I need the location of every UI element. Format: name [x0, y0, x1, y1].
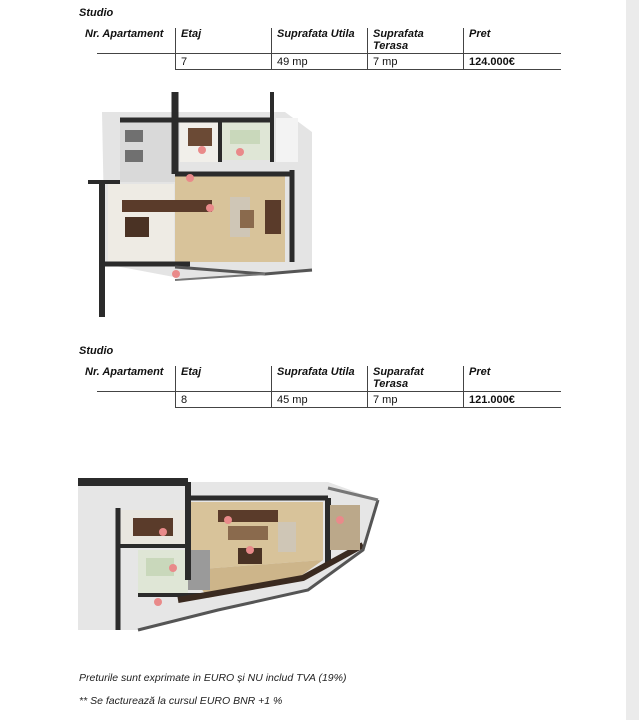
cell-pret: 121.000€ — [469, 394, 515, 406]
cell-suprafata-terasa: 7 mp — [373, 56, 398, 68]
unit-1-price-table — [79, 28, 561, 70]
exchange-rate-note: ** Se facturează la cursul EURO BNR +1 % — [79, 695, 283, 707]
cell-suprafata-terasa: 7 mp — [373, 394, 398, 406]
table-divider — [463, 28, 464, 70]
table-divider — [367, 366, 368, 408]
cell-etaj: 7 — [181, 56, 188, 68]
cell-suprafata-utila: 45 mp — [277, 394, 308, 406]
table-divider — [175, 366, 176, 408]
floor-plan-unit-1 — [80, 92, 330, 324]
table-rule — [175, 407, 561, 408]
header-suprafata-utila: Suprafata Utila — [277, 28, 355, 40]
header-pret: Pret — [469, 28, 491, 40]
cell-etaj: 8 — [181, 394, 188, 406]
unit-2-price-table — [79, 366, 561, 408]
table-divider — [463, 366, 464, 408]
header-pret: Pret — [469, 366, 491, 378]
header-suprafata-terasa: Suparafat Terasa — [373, 366, 424, 390]
table-divider — [367, 28, 368, 70]
vat-note: Preturile sunt exprimate in EURO și NU includ TVA (19%) — [79, 672, 347, 684]
cell-pret: 124.000€ — [469, 56, 515, 68]
cell-suprafata-utila: 49 mp — [277, 56, 308, 68]
table-rule — [97, 391, 561, 392]
unit-1-title: Studio — [79, 7, 114, 19]
header-suprafata-terasa: Suprafata Terasa — [373, 28, 424, 52]
header-nr-apartament: Nr. Apartament — [85, 28, 164, 40]
floor-plan-unit-2 — [78, 470, 383, 635]
header-etaj: Etaj — [181, 366, 202, 378]
table-divider — [175, 28, 176, 70]
table-rule — [97, 53, 561, 54]
table-divider — [271, 28, 272, 70]
unit-2-title: Studio — [79, 345, 114, 357]
table-divider — [271, 366, 272, 408]
header-nr-apartament: Nr. Apartament — [85, 366, 164, 378]
header-etaj: Etaj — [181, 28, 202, 40]
header-suprafata-utila: Suprafata Utila — [277, 366, 355, 378]
table-rule — [175, 69, 561, 70]
